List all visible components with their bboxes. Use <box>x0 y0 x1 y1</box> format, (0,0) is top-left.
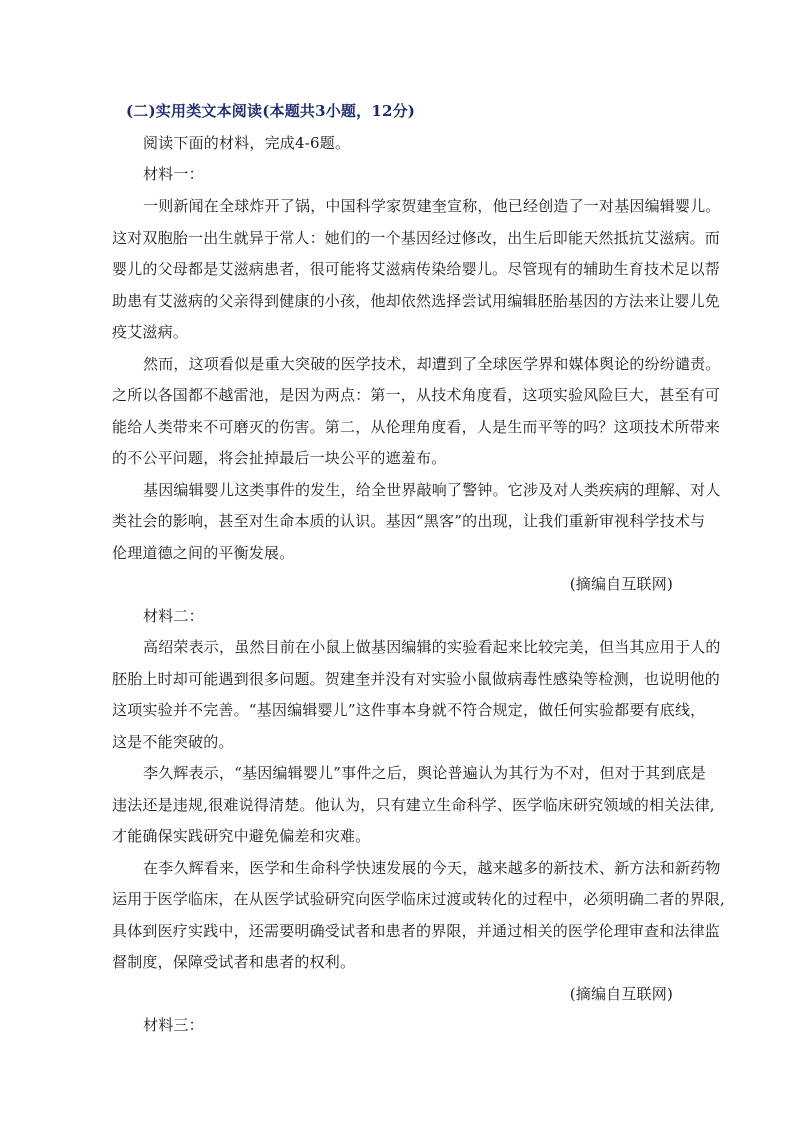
section-heading: (二)实用类文本阅读(本题共3小题，12分) <box>126 102 416 120</box>
paragraph-line: 然而，这项看似是重大突破的医学技术，却遭到了全球医学界和媒体舆论的纷纷谴责。 <box>143 355 721 373</box>
paragraph-line: 一则新闻在全球炸开了锅，中国科学家贺建奎宣称，他已经创造了一对基因编辑婴儿。 <box>143 197 721 215</box>
paragraph-line: 督制度，保障受试者和患者的权利。 <box>112 953 356 971</box>
material-1-source: (摘编自互联网) <box>569 575 673 593</box>
material-1-label: 材料一： <box>143 165 204 183</box>
paragraph-line: 具体到医疗实践中，还需要明确受试者和患者的界限，并通过相关的医学伦理审查和法律监 <box>112 922 721 940</box>
paragraph-line: 的不公平问题，将会扯掉最后一块公平的遮羞布。 <box>112 449 447 467</box>
paragraph-line: 基因编辑婴儿这类事件的发生，给全世界敲响了警钟。它涉及对人类疾病的理解、对人 <box>143 481 721 499</box>
paragraph-line: 这对双胞胎一出生就异于常人：她们的一个基因经过修改，出生后即能天然抵抗艾滋病。而 <box>112 229 721 247</box>
paragraph-line: 能给人类带来不可磨灭的伤害。第二，从伦理角度看，人是生而平等的吗？这项技术所带来 <box>112 418 721 436</box>
paragraph-line: 伦理道德之间的平衡发展。 <box>112 544 295 562</box>
paragraph-line: 之所以各国都不越雷池，是因为两点：第一，从技术角度看，这项实验风险巨大，甚至有可 <box>112 386 721 404</box>
paragraph-line: 助患有艾滋病的父亲得到健康的小孩，他却依然选择尝试用编辑胚胎基因的方法来让婴儿免 <box>112 292 721 310</box>
material-2-label: 材料二： <box>143 607 204 625</box>
paragraph-line: 李久辉表示，“基因编辑婴儿”事件之后，舆论普遍认为其行为不对，但对于其到底是 <box>143 764 706 782</box>
paragraph-line: 运用于医学临床，在从医学试验研究向医学临床过渡或转化的过程中，必须明确二者的界限, <box>112 890 725 908</box>
material-2-source: (摘编自互联网) <box>569 985 673 1003</box>
paragraph-line: 胚胎上时却可能遇到很多问题。贺建奎并没有对实验小鼠做病毒性感染等检测，也说明他的 <box>112 670 721 688</box>
paragraph-line: 类社会的影响，甚至对生命本质的认识。基因“黑客”的出现，让我们重新审视科学技术与 <box>112 512 706 530</box>
paragraph-line: 在李久辉看来，医学和生命科学快速发展的今天，越来越多的新技术、新方法和新药物 <box>143 859 721 877</box>
paragraph-line: 才能确保实践研究中避免偏差和灾难。 <box>112 827 371 845</box>
paragraph-line: 这是不能突破的。 <box>112 733 234 751</box>
paragraph-line: 这项实验并不完善。“基因编辑婴儿”这件事本身就不符合规定，做任何实验都要有底线， <box>112 701 706 719</box>
paragraph-line: 婴儿的父母都是艾滋病患者，很可能将艾滋病传染给婴儿。尽管现有的辅助生育技术足以帮 <box>112 260 721 278</box>
paragraph-line: 疫艾滋病。 <box>112 323 189 341</box>
paragraph-line: 高绍荣表示，虽然目前在小鼠上做基因编辑的实验看起来比较完美，但当其应用于人的 <box>143 638 721 656</box>
instruction-text: 阅读下面的材料，完成4-6题。 <box>143 134 351 152</box>
material-3-label: 材料三： <box>143 1016 204 1034</box>
paragraph-line: 违法还是违规,很难说得清楚。他认为，只有建立生命科学、医学临床研究领域的相关法律, <box>112 796 715 814</box>
